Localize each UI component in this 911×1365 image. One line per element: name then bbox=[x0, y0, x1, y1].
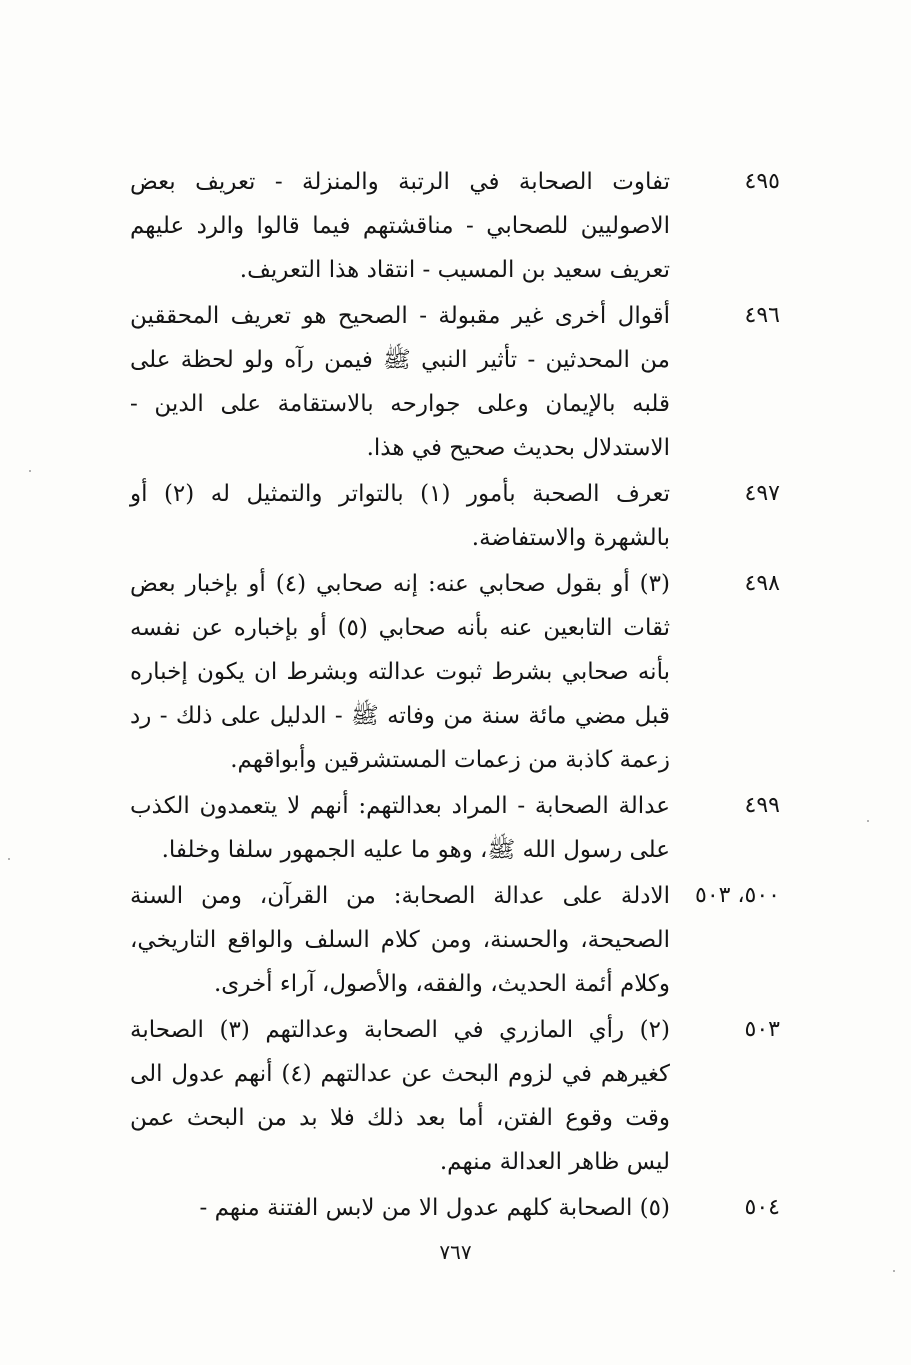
index-entry bbox=[100, 562, 800, 782]
entry-text: عدالة الصحابة - المراد بعدالتهم: أنهم لا يتعمدون الكذب على رسول الله ﷺ، وهو ما عليه الجمهور سلفا وخلفا. bbox=[130, 793, 670, 863]
entry-text: تعرف الصحبة بأمور (١) بالتواتر والتمثيل له (٢) أو بالشهرة والاستفاضة. bbox=[130, 481, 671, 551]
entry-page-number: ٤٩٩ bbox=[744, 793, 780, 818]
entry-text: (٥) الصحابة كلهم عدول الا من لابس الفتنة منهم - bbox=[199, 1195, 670, 1221]
index-entry bbox=[100, 784, 800, 872]
entry-page-number: ٥٠٣ bbox=[744, 1017, 780, 1042]
index-entries bbox=[100, 160, 800, 1232]
index-entry bbox=[100, 1186, 800, 1230]
index-entry bbox=[100, 160, 800, 292]
index-entry bbox=[100, 294, 800, 470]
entry-text: تفاوت الصحابة في الرتبة والمنزلة - تعريف بعض الاصوليين للصحابي - مناقشتهم فيما قالوا والرد عليهم تعريف سعيد بن المسيب - انتقاد هذا التعريف. bbox=[130, 169, 670, 283]
index-entry bbox=[100, 472, 800, 560]
scan-speck bbox=[29, 470, 31, 472]
entry-page-number: ٤٩٨ bbox=[744, 571, 780, 596]
entry-page-number: ٥٠٤ bbox=[744, 1195, 780, 1220]
entry-text: أقوال أخرى غير مقبولة - الصحيح هو تعريف المحققين من المحدثين - تأثير النبي ﷺ فيمن رآه ولو لحظة على قلبه بالإيمان وعلى جوارحه بالاستقامة على الدين - الاستدلال بحديث صحيح في هذا. bbox=[130, 303, 670, 461]
entry-page-number: ٤٩٦ bbox=[744, 303, 780, 328]
scan-speck bbox=[867, 820, 869, 822]
page-number: ٧٦٧ bbox=[439, 1240, 472, 1264]
entry-page-number: ٥٠٠، ٥٠٣ bbox=[695, 883, 780, 908]
entry-page-number: ٤٩٧ bbox=[744, 481, 780, 506]
scan-speck bbox=[8, 858, 10, 860]
entry-text: (٣) أو بقول صحابي عنه: إنه صحابي (٤) أو بإخبار بعض ثقات التابعين عنه بأنه صحابي (٥) أو بإخباره عن نفسه بأنه صحابي بشرط ثبوت عدالته وبشرط ان يكون إخباره قبل مضي مائة سنة من وفاته ﷺ - الدليل على ذلك - رد زعمة كاذبة من زعمات المستشرقين وأبواقهم. bbox=[130, 571, 671, 773]
scan-speck bbox=[893, 1270, 895, 1272]
entry-text: الادلة على عدالة الصحابة: من القرآن، ومن السنة الصحيحة، والحسنة، ومن كلام السلف والواقع التاريخي، وكلام أئمة الحديث، والفقه، والأصول، آراء أخرى. bbox=[130, 883, 670, 997]
entry-text: (٢) رأي المازري في الصحابة وعدالتهم (٣) الصحابة كغيرهم في لزوم البحث عن عدالتهم (٤) أنهم عدول الى وقت وقوع الفتن، أما بعد ذلك فلا بد من البحث عمن ليس ظاهر العدالة منهم. bbox=[130, 1017, 670, 1175]
index-entry bbox=[100, 1008, 800, 1184]
entry-page-number: ٤٩٥ bbox=[744, 169, 780, 194]
index-entry bbox=[100, 874, 800, 1006]
